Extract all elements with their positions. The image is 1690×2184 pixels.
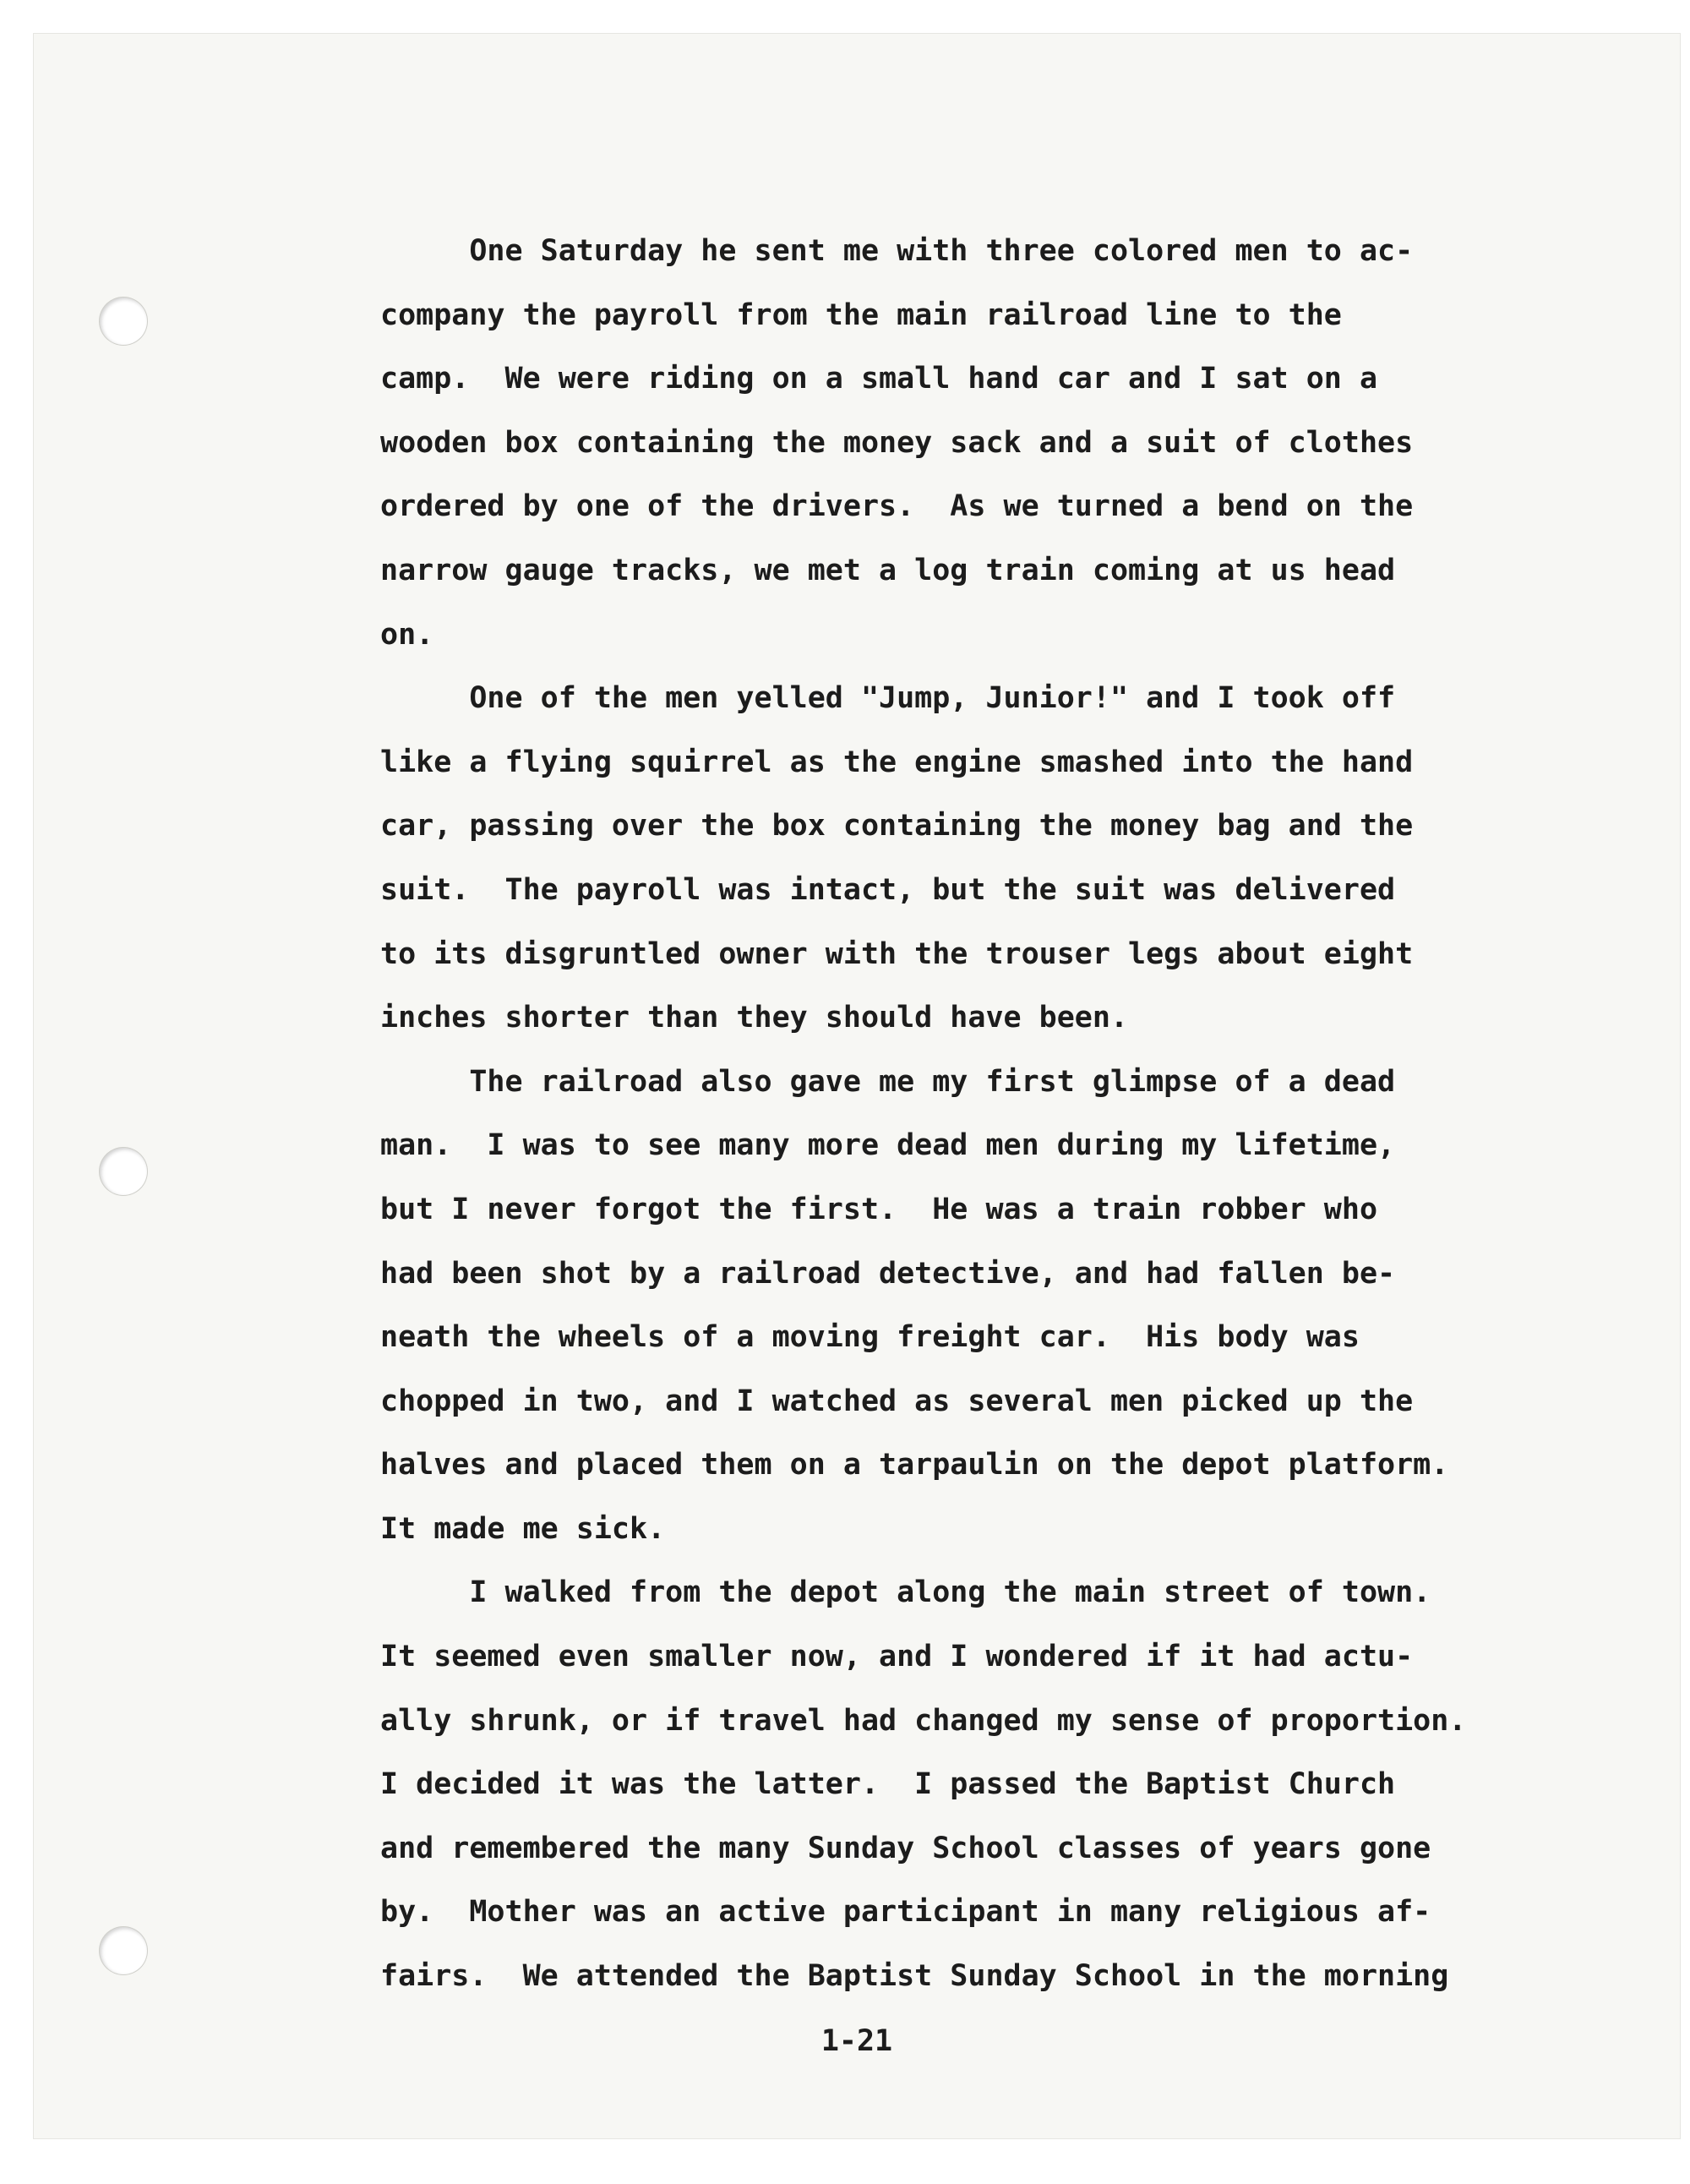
document-page <box>34 34 1680 2138</box>
text-line: but I never forgot the first. He was a train robber who <box>380 1192 1378 1226</box>
text-line: I walked from the depot along the main street of town. <box>380 1575 1431 1610</box>
body-text <box>380 220 1555 2009</box>
text-line: narrow gauge tracks, we met a log train coming at us head <box>380 553 1396 587</box>
text-line: company the payroll from the main railroad line to the <box>380 298 1342 332</box>
text-line: by. Mother was an active participant in many religious af- <box>380 1895 1431 1930</box>
text-line: halves and placed them on a tarpaulin on the depot platform. <box>380 1448 1449 1482</box>
text-line: had been shot by a railroad detective, and had fallen be- <box>380 1256 1396 1291</box>
text-line: ally shrunk, or if travel had changed my sense of proportion. <box>380 1703 1467 1738</box>
text-line: and remembered the many Sunday School classes of years gone <box>380 1831 1431 1865</box>
text-line: on. <box>380 617 434 652</box>
text-line: suit. The payroll was intact, but the suit was delivered <box>380 872 1396 907</box>
text-line: wooden box containing the money sack and a suit of clothes <box>380 425 1414 460</box>
text-line: It seemed even smaller now, and I wondered if it had actu- <box>380 1640 1414 1674</box>
page-number: 1-21 <box>820 2024 893 2058</box>
text-line: It made me sick. <box>380 1511 666 1546</box>
text-line: camp. We were riding on a small hand car and I sat on a <box>380 362 1378 396</box>
text-line: inches shorter than they should have been. <box>380 1001 1129 1035</box>
text-line: chopped in two, and I watched as several men picked up the <box>380 1384 1414 1418</box>
text-line: I decided it was the latter. I passed the Baptist Church <box>380 1767 1396 1802</box>
text-line: fairs. We attended the Baptist Sunday School in the morning <box>380 1959 1449 1994</box>
text-line: like a flying squirrel as the engine smashed into the hand <box>380 745 1414 779</box>
text-line: to its disgruntled owner with the trouser legs about eight <box>380 936 1414 971</box>
text-line: neath the wheels of a moving freight car. His body was <box>380 1320 1360 1355</box>
text-line: The railroad also gave me my first glimpse of a dead <box>380 1064 1396 1099</box>
text-line: car, passing over the box containing the money bag and the <box>380 809 1414 844</box>
text-line: One Saturday he sent me with three colored men to ac- <box>380 234 1414 268</box>
punch-hole-top <box>100 298 147 345</box>
text-line: ordered by one of the drivers. As we turned a bend on the <box>380 489 1414 524</box>
text-line: man. I was to see many more dead men during my lifetime, <box>380 1128 1396 1163</box>
punch-hole-middle <box>100 1148 147 1195</box>
punch-hole-bottom <box>100 1927 147 1974</box>
text-line: One of the men yelled "Jump, Junior!" and I took off <box>380 681 1396 716</box>
